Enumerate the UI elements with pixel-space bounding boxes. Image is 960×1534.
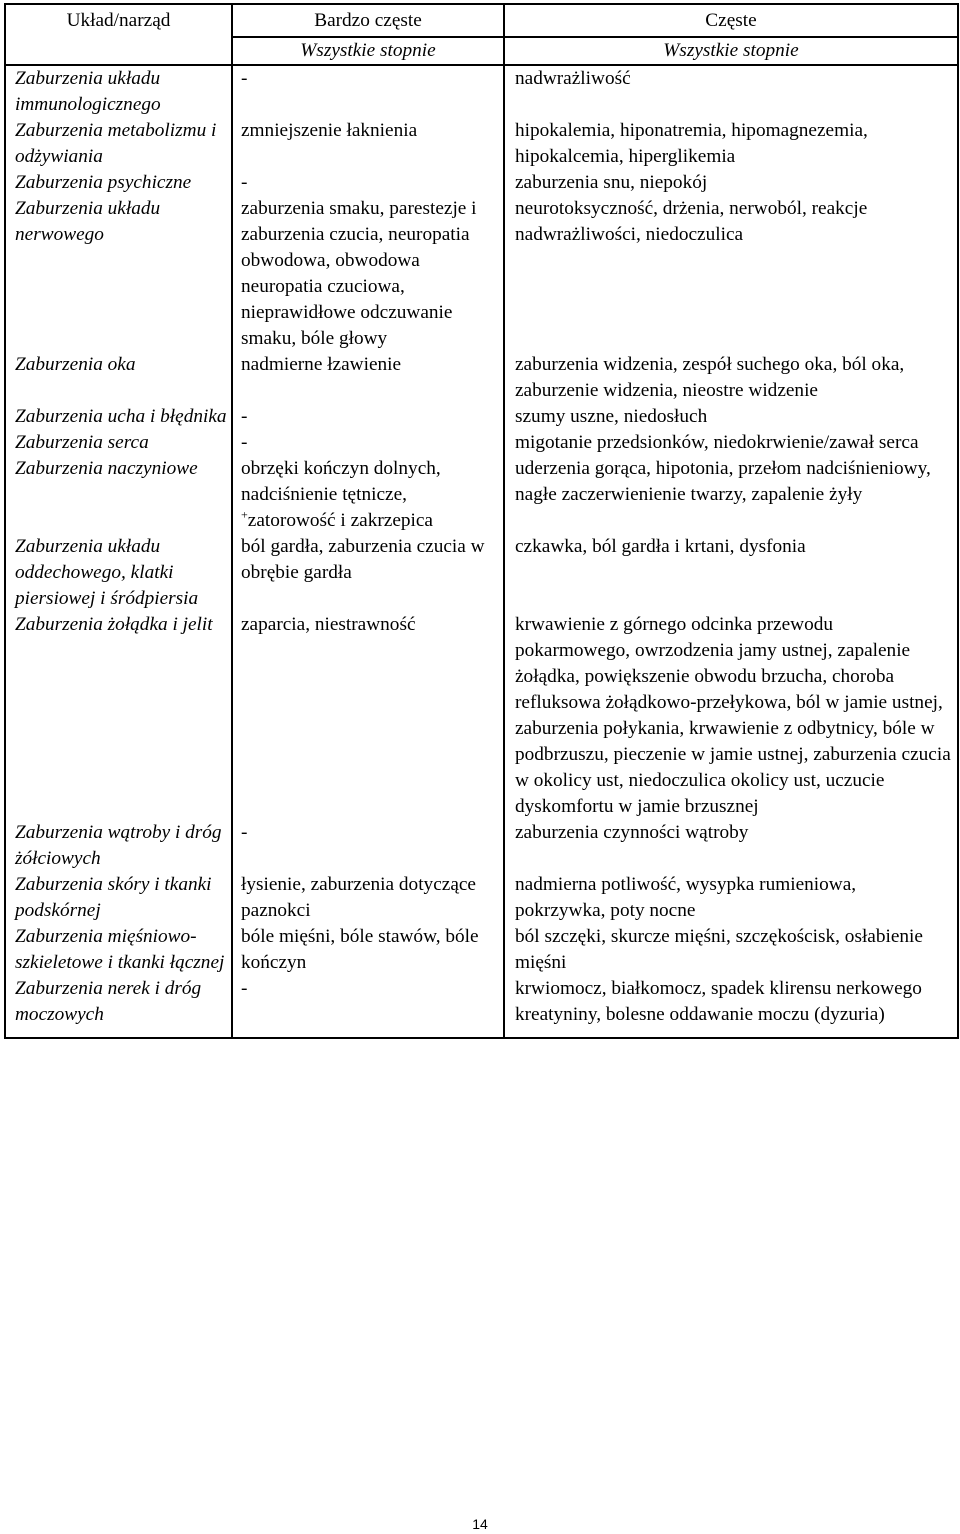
- very-common-text-b: zatorowość i zakrzepica: [247, 510, 433, 531]
- table-subheader-row: [5, 37, 958, 65]
- very-common-cell: [232, 456, 504, 534]
- very-common-cell: -: [232, 404, 504, 430]
- table-row: [5, 872, 958, 924]
- table-row: [5, 924, 958, 976]
- table-row: [5, 352, 958, 404]
- table-row: [5, 430, 958, 456]
- table-row: [5, 196, 958, 352]
- very-common-cell: zaburzenia smaku, parestezje i zaburzenia czucia, neuropatia obwodowa, obwodowa neuropatia czuciowa, nieprawidłowe odczuwanie smaku, bóle głowy: [232, 196, 504, 352]
- organ-cell: Zaburzenia ucha i błędnika: [5, 404, 232, 430]
- very-common-cell: -: [232, 170, 504, 196]
- very-common-cell: zmniejszenie łaknienia: [232, 118, 504, 170]
- table-row: [5, 118, 958, 170]
- common-cell: krwawienie z górnego odcinka przewodu pokarmowego, owrzodzenia jamy ustnej, zapalenie żołądka, powiększenie obwodu brzucha, choroba refluksowa żołądkowo-przełykowa, ból w jamie ustnej, zaburzenia połykania, krwawienie z odbytnicy, bóle w podbrzuszu, pieczenie w jamie ustnej, zaburzenia czucia w okolicy ust, niedoczulica okolicy ust, uczucie dyskomfortu w jamie brzusznej: [504, 612, 958, 820]
- organ-cell: Zaburzenia układu nerwowego: [5, 196, 232, 352]
- common-cell: neurotoksyczność, drżenia, nerwoból, reakcje nadwrażliwości, niedoczulica: [504, 196, 958, 352]
- common-cell: zaburzenia czynności wątroby: [504, 820, 958, 872]
- common-cell: krwiomocz, białkomocz, spadek klirensu nerkowego kreatyniny, bolesne oddawanie moczu (dyzuria): [504, 976, 958, 1038]
- subheader-organ-empty: [5, 37, 232, 65]
- common-cell: zaburzenia snu, niepokój: [504, 170, 958, 196]
- table-row: [5, 820, 958, 872]
- superscript-marker: +: [241, 507, 248, 522]
- organ-cell: Zaburzenia serca: [5, 430, 232, 456]
- organ-cell: Zaburzenia naczyniowe: [5, 456, 232, 534]
- subheader-very-common: Wszystkie stopnie: [232, 37, 504, 65]
- very-common-cell: łysienie, zaburzenia dotyczące paznokci: [232, 872, 504, 924]
- header-organ: Układ/narząd: [5, 4, 232, 37]
- very-common-cell: -: [232, 65, 504, 118]
- very-common-cell: zaparcia, niestrawność: [232, 612, 504, 820]
- table-header-row: [5, 4, 958, 37]
- very-common-cell: nadmierne łzawienie: [232, 352, 504, 404]
- header-common: Częste: [504, 4, 958, 37]
- common-cell: nadmierna potliwość, wysypka rumieniowa, pokrzywka, poty nocne: [504, 872, 958, 924]
- common-cell: ból szczęki, skurcze mięśni, szczękościsk, osłabienie mięśni: [504, 924, 958, 976]
- table-row: [5, 976, 958, 1038]
- table-row: [5, 65, 958, 118]
- organ-cell: Zaburzenia układu oddechowego, klatki piersiowej i śródpiersia: [5, 534, 232, 612]
- organ-cell: Zaburzenia żołądka i jelit: [5, 612, 232, 820]
- adverse-reactions-table: [4, 3, 959, 1039]
- table-row: [5, 404, 958, 430]
- common-cell: czkawka, ból gardła i krtani, dysfonia: [504, 534, 958, 612]
- very-common-text-a: obrzęki kończyn dolnych, nadciśnienie tętnicze,: [241, 458, 441, 505]
- header-very-common: Bardzo częste: [232, 4, 504, 37]
- very-common-cell: -: [232, 976, 504, 1038]
- table-row: [5, 612, 958, 820]
- subheader-common: Wszystkie stopnie: [504, 37, 958, 65]
- organ-cell: Zaburzenia metabolizmu i odżywiania: [5, 118, 232, 170]
- table-row: [5, 170, 958, 196]
- very-common-cell: ból gardła, zaburzenia czucia w obrębie gardła: [232, 534, 504, 612]
- common-cell: zaburzenia widzenia, zespół suchego oka, ból oka, zaburzenie widzenia, nieostre widzenie: [504, 352, 958, 404]
- common-cell: hipokalemia, hiponatremia, hipomagnezemia, hipokalcemia, hiperglikemia: [504, 118, 958, 170]
- adverse-reactions-table-wrapper: [4, 3, 957, 1039]
- organ-cell: Zaburzenia psychiczne: [5, 170, 232, 196]
- common-cell: migotanie przedsionków, niedokrwienie/zawał serca: [504, 430, 958, 456]
- common-cell: nadwrażliwość: [504, 65, 958, 118]
- organ-cell: Zaburzenia nerek i dróg moczowych: [5, 976, 232, 1038]
- page-number: 14: [472, 1516, 488, 1532]
- table-row: [5, 534, 958, 612]
- document-page: [4, 3, 957, 1039]
- very-common-cell: -: [232, 820, 504, 872]
- organ-cell: Zaburzenia skóry i tkanki podskórnej: [5, 872, 232, 924]
- very-common-cell: bóle mięśni, bóle stawów, bóle kończyn: [232, 924, 504, 976]
- very-common-cell: -: [232, 430, 504, 456]
- organ-cell: Zaburzenia wątroby i dróg żółciowych: [5, 820, 232, 872]
- organ-cell: Zaburzenia mięśniowo-szkieletowe i tkanki łącznej: [5, 924, 232, 976]
- organ-cell: Zaburzenia oka: [5, 352, 232, 404]
- organ-cell: Zaburzenia układu immunologicznego: [5, 65, 232, 118]
- table-row: [5, 456, 958, 534]
- common-cell: szumy uszne, niedosłuch: [504, 404, 958, 430]
- common-cell: uderzenia gorąca, hipotonia, przełom nadciśnieniowy, nagłe zaczerwienienie twarzy, zapalenie żyły: [504, 456, 958, 534]
